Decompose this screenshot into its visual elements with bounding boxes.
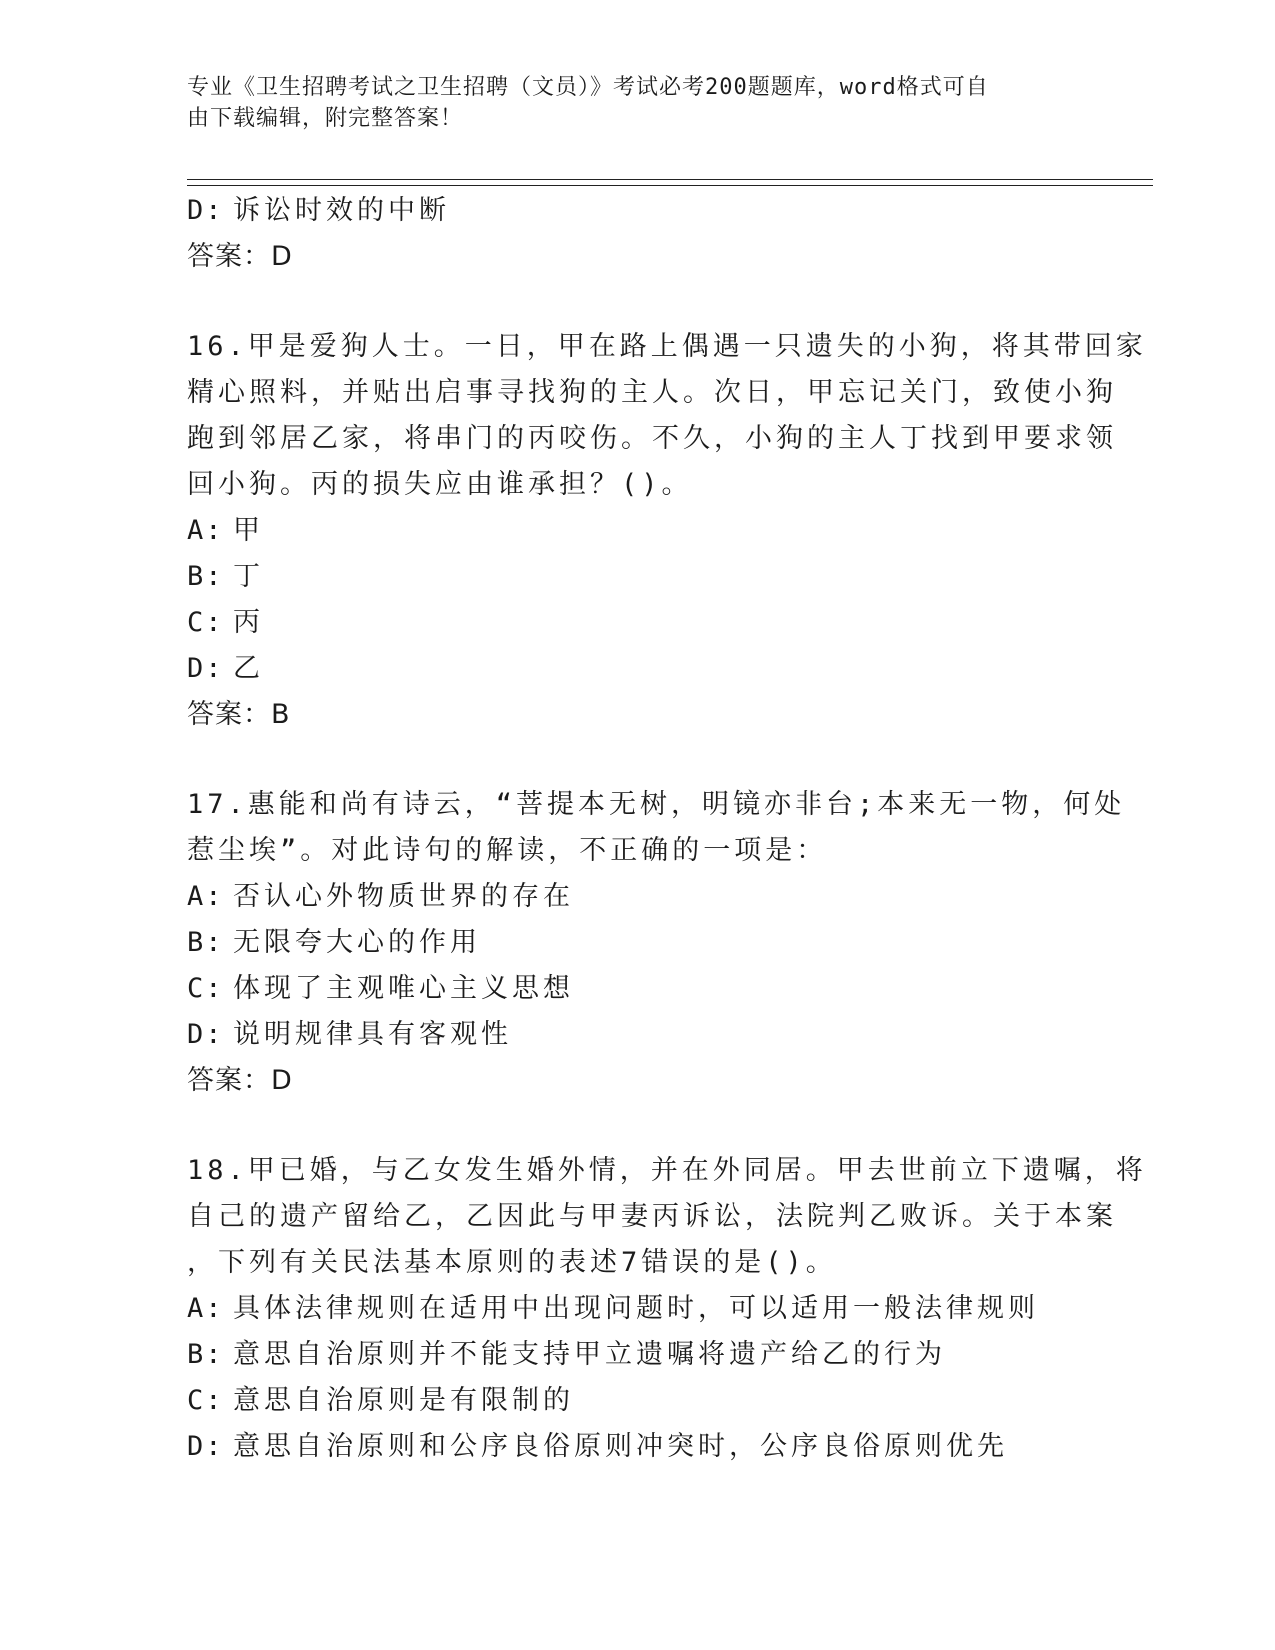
option-text: 丁 [233, 561, 264, 592]
option-a [187, 508, 1087, 554]
option-a [187, 874, 1087, 920]
answer-line: 答案：D [187, 241, 293, 272]
question-stem-line: 精心照料，并贴出启事寻找狗的主人。次日，甲忘记关门，致使小狗 [187, 377, 1117, 408]
option-text: 意思自治原则是有限制的 [233, 1385, 574, 1416]
option-letter: D: [187, 1019, 224, 1050]
question-stem-line: 16.甲是爱狗人士。一日，甲在路上偶遇一只遗失的小狗，将其带回家 [187, 331, 1147, 362]
option-d [187, 1424, 1087, 1470]
question-17 [187, 782, 1126, 1104]
option-text: 甲 [233, 515, 264, 546]
option-letter: B: [187, 927, 224, 958]
question-stem-line: 18.甲已婚，与乙女发生婚外情，并在外同居。甲去世前立下遗嘱，将 [187, 1155, 1147, 1186]
header-divider [187, 179, 1153, 186]
option-text: 诉讼时效的中断 [233, 195, 450, 226]
option-d [187, 1012, 1087, 1058]
option-d [187, 646, 1087, 692]
question-stem-line: 回小狗。丙的损失应由谁承担？()。 [187, 469, 693, 500]
option-c [187, 1378, 1087, 1424]
question-stem-line: 17.惠能和尚有诗云，“菩提本无树，明镜亦非台;本来无一物，何处 [187, 789, 1126, 820]
option-b [187, 554, 1087, 600]
option-text: 体现了主观唯心主义思想 [233, 973, 574, 1004]
document-header [187, 72, 1067, 134]
option-text: 否认心外物质世界的存在 [233, 881, 574, 912]
option-b [187, 1332, 1087, 1378]
option-letter: D: [187, 195, 224, 226]
answer-line: 答案：B [187, 699, 291, 730]
header-title-line-1: 专业《卫生招聘考试之卫生招聘（文员）》考试必考200题题库，word格式可自 [187, 75, 989, 100]
option-text: 意思自治原则和公序良俗原则冲突时，公序良俗原则优先 [233, 1431, 1008, 1462]
option-letter: C: [187, 1385, 224, 1416]
answer-line: 答案：D [187, 1065, 293, 1096]
option-text: 无限夸大心的作用 [233, 927, 481, 958]
option-row [187, 188, 1087, 234]
option-b [187, 920, 1087, 966]
option-letter: B: [187, 561, 224, 592]
option-letter: D: [187, 653, 224, 684]
option-letter: D: [187, 1431, 224, 1462]
option-letter: B: [187, 1339, 224, 1370]
option-text: 乙 [233, 653, 264, 684]
question-18 [187, 1148, 1147, 1470]
option-text: 具体法律规则在适用中出现问题时，可以适用一般法律规则 [233, 1293, 1039, 1324]
option-text: 说明规律具有客观性 [233, 1019, 512, 1050]
option-letter: A: [187, 1293, 224, 1324]
option-c [187, 600, 1087, 646]
option-text: 丙 [233, 607, 264, 638]
question-16 [187, 324, 1147, 738]
option-letter: A: [187, 515, 224, 546]
option-a [187, 1286, 1087, 1332]
question-content [187, 188, 1147, 1470]
option-text: 意思自治原则并不能支持甲立遗嘱将遗产给乙的行为 [233, 1339, 946, 1370]
question-stem-line: 自己的遗产留给乙，乙因此与甲妻丙诉讼，法院判乙败诉。关于本案 [187, 1201, 1117, 1232]
option-letter: A: [187, 881, 224, 912]
header-title-line-2: 由下载编辑，附完整答案！ [187, 106, 464, 131]
option-c [187, 966, 1087, 1012]
question-stem-line: 惹尘埃”。对此诗句的解读，不正确的一项是： [187, 835, 828, 866]
option-letter: C: [187, 973, 224, 1004]
question-stem-line: ，下列有关民法基本原则的表述7错误的是()。 [187, 1247, 837, 1278]
question-stem-line: 跑到邻居乙家，将串门的丙咬伤。不久，小狗的主人丁找到甲要求领 [187, 423, 1117, 454]
option-letter: C: [187, 607, 224, 638]
